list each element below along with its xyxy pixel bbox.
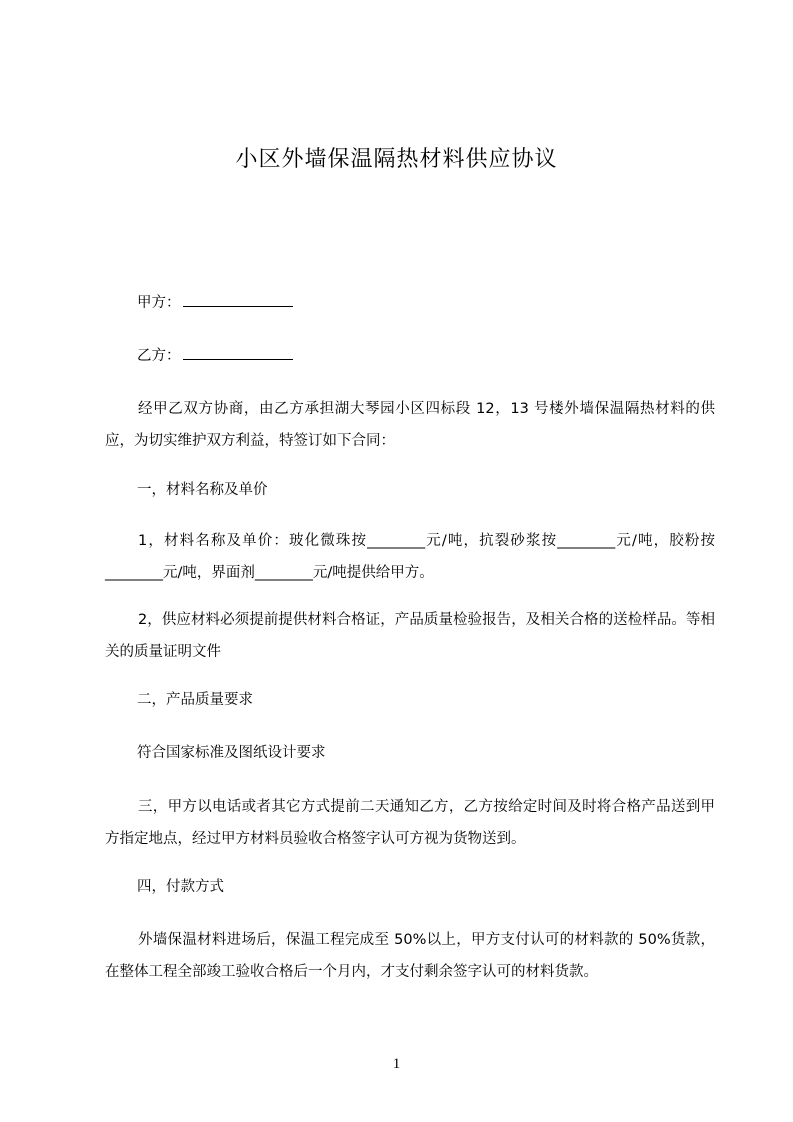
section1-item1: 1，材料名称及单价：玻化微珠按________元/吨，抗裂砂浆按________元/吨，胶粉按________元/吨，界面剂________元/吨提供给甲方。 bbox=[105, 533, 715, 581]
section2-heading: 二，产品质量要求 bbox=[137, 692, 253, 708]
section1-item2: 2，供应材料必须提前提供材料合格证，产品质量检验报告，及相关合格的送检样品。等相关的质量证明文件 bbox=[105, 612, 715, 660]
intro-paragraph: 经甲乙双方协商，由乙方承担湖大琴园小区四标段 12，13 号楼外墙保温隔热材料的供应，为切实维护双方利益，特签订如下合同： bbox=[105, 401, 715, 449]
party-a-label: 甲方： bbox=[137, 295, 181, 311]
section4-paragraph: 外墙保温材料进场后，保温工程完成至 50%以上，甲方支付认可的材料款的 50%货款，在整体工程全部竣工验收合格后一个月内，才支付剩余签字认可的材料货款。 bbox=[105, 932, 715, 980]
party-a-blank bbox=[183, 292, 293, 307]
section4-heading: 四，付款方式 bbox=[137, 879, 224, 895]
party-b-label: 乙方： bbox=[137, 348, 181, 364]
section3-paragraph: 三，甲方以电话或者其它方式提前二天通知乙方，乙方按给定时间及时将合格产品送到甲方指定地点，经过甲方材料员验收合格签字认可方视为货物送到。 bbox=[105, 799, 715, 847]
section2-text: 符合国家标准及图纸设计要求 bbox=[137, 745, 326, 761]
party-b-line bbox=[137, 345, 293, 366]
section1-heading: 一，材料名称及单价 bbox=[137, 482, 268, 498]
party-b-blank bbox=[183, 345, 293, 360]
document-title: 小区外墙保温隔热材料供应协议 bbox=[235, 147, 558, 172]
party-a-line bbox=[137, 292, 293, 313]
page-number: 1 bbox=[392, 1056, 401, 1072]
